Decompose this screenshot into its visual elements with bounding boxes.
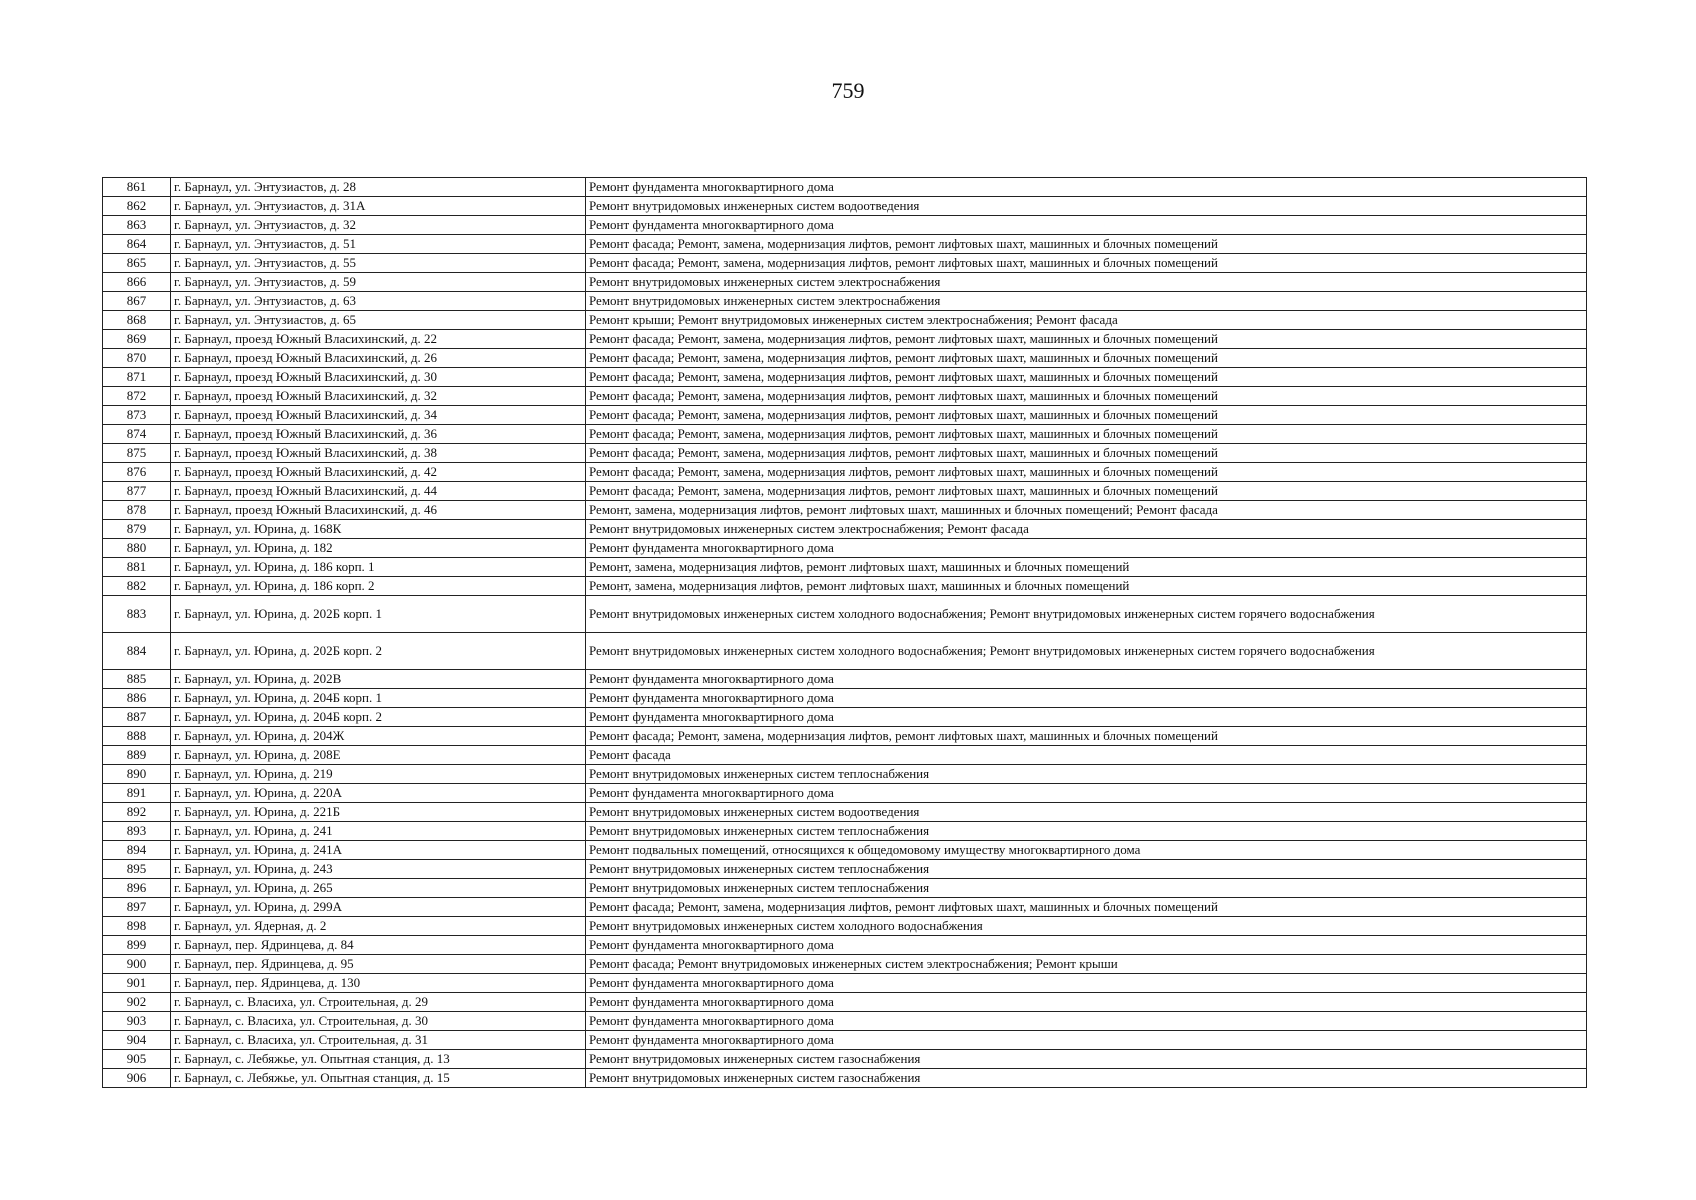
table-row (103, 993, 1587, 1012)
table-row (103, 879, 1587, 898)
address-cell: г. Барнаул, пер. Ядринцева, д. 130 (171, 974, 586, 993)
work-type-cell: Ремонт фундамента многоквартирного дома (586, 178, 1587, 197)
table-row (103, 406, 1587, 425)
row-number-cell: 879 (103, 520, 171, 539)
work-type-cell: Ремонт внутридомовых инженерных систем газоснабжения (586, 1050, 1587, 1069)
table-row (103, 330, 1587, 349)
work-type-cell: Ремонт внутридомовых инженерных систем теплоснабжения (586, 765, 1587, 784)
row-number-cell: 894 (103, 841, 171, 860)
table-row (103, 216, 1587, 235)
address-cell: г. Барнаул, ул. Ядерная, д. 2 (171, 917, 586, 936)
table-row (103, 197, 1587, 216)
row-number-cell: 891 (103, 784, 171, 803)
address-cell: г. Барнаул, ул. Юрина, д. 243 (171, 860, 586, 879)
row-number-cell: 902 (103, 993, 171, 1012)
table-row (103, 425, 1587, 444)
row-number-cell: 893 (103, 822, 171, 841)
work-type-cell: Ремонт внутридомовых инженерных систем теплоснабжения (586, 879, 1587, 898)
row-number-cell: 876 (103, 463, 171, 482)
address-cell: г. Барнаул, ул. Юрина, д. 202Б корп. 1 (171, 596, 586, 633)
row-number-cell: 887 (103, 708, 171, 727)
address-cell: г. Барнаул, ул. Энтузиастов, д. 51 (171, 235, 586, 254)
address-cell: г. Барнаул, ул. Юрина, д. 299А (171, 898, 586, 917)
table-row (103, 633, 1587, 670)
row-number-cell: 900 (103, 955, 171, 974)
work-type-cell: Ремонт внутридомовых инженерных систем холодного водоснабжения; Ремонт внутридомовых инженерных систем горячего водоснабжения (586, 596, 1587, 633)
address-cell: г. Барнаул, проезд Южный Власихинский, д. 38 (171, 444, 586, 463)
row-number-cell: 898 (103, 917, 171, 936)
work-type-cell: Ремонт фундамента многоквартирного дома (586, 993, 1587, 1012)
table-row (103, 577, 1587, 596)
address-cell: г. Барнаул, ул. Юрина, д. 208Е (171, 746, 586, 765)
address-cell: г. Барнаул, ул. Энтузиастов, д. 28 (171, 178, 586, 197)
table-row (103, 1069, 1587, 1088)
address-cell: г. Барнаул, с. Власиха, ул. Строительная, д. 31 (171, 1031, 586, 1050)
table-row (103, 955, 1587, 974)
address-cell: г. Барнаул, проезд Южный Власихинский, д. 42 (171, 463, 586, 482)
work-type-cell: Ремонт фасада; Ремонт, замена, модернизация лифтов, ремонт лифтовых шахт, машинных и блочных помещений (586, 406, 1587, 425)
work-type-cell: Ремонт внутридомовых инженерных систем газоснабжения (586, 1069, 1587, 1088)
address-cell: г. Барнаул, ул. Юрина, д. 204Б корп. 1 (171, 689, 586, 708)
row-number-cell: 866 (103, 273, 171, 292)
work-type-cell: Ремонт фундамента многоквартирного дома (586, 974, 1587, 993)
work-type-cell: Ремонт внутридомовых инженерных систем электроснабжения (586, 292, 1587, 311)
table-row (103, 520, 1587, 539)
work-type-cell: Ремонт фундамента многоквартирного дома (586, 936, 1587, 955)
work-type-cell: Ремонт фундамента многоквартирного дома (586, 708, 1587, 727)
address-cell: г. Барнаул, с. Власиха, ул. Строительная, д. 30 (171, 1012, 586, 1031)
table-row (103, 273, 1587, 292)
work-type-cell: Ремонт фасада; Ремонт, замена, модернизация лифтов, ремонт лифтовых шахт, машинных и блочных помещений (586, 330, 1587, 349)
row-number-cell: 906 (103, 1069, 171, 1088)
work-type-cell: Ремонт внутридомовых инженерных систем теплоснабжения (586, 822, 1587, 841)
table-row (103, 387, 1587, 406)
address-cell: г. Барнаул, с. Лебяжье, ул. Опытная станция, д. 15 (171, 1069, 586, 1088)
row-number-cell: 872 (103, 387, 171, 406)
row-number-cell: 890 (103, 765, 171, 784)
work-type-cell: Ремонт фасада; Ремонт, замена, модернизация лифтов, ремонт лифтовых шахт, машинных и блочных помещений (586, 898, 1587, 917)
row-number-cell: 884 (103, 633, 171, 670)
address-cell: г. Барнаул, ул. Энтузиастов, д. 65 (171, 311, 586, 330)
address-cell: г. Барнаул, с. Власиха, ул. Строительная, д. 29 (171, 993, 586, 1012)
table-row (103, 1031, 1587, 1050)
row-number-cell: 886 (103, 689, 171, 708)
table-row (103, 1012, 1587, 1031)
housing-repair-table (102, 177, 1587, 1088)
row-number-cell: 882 (103, 577, 171, 596)
address-cell: г. Барнаул, проезд Южный Власихинский, д. 46 (171, 501, 586, 520)
table-row (103, 689, 1587, 708)
work-type-cell: Ремонт, замена, модернизация лифтов, ремонт лифтовых шахт, машинных и блочных помещений (586, 558, 1587, 577)
work-type-cell: Ремонт подвальных помещений, относящихся к общедомовому имуществу многоквартирного дома (586, 841, 1587, 860)
table-row (103, 311, 1587, 330)
work-type-cell: Ремонт внутридомовых инженерных систем холодного водоснабжения; Ремонт внутридомовых инженерных систем горячего водоснабжения (586, 633, 1587, 670)
address-cell: г. Барнаул, проезд Южный Власихинский, д. 22 (171, 330, 586, 349)
address-cell: г. Барнаул, проезд Южный Власихинский, д. 34 (171, 406, 586, 425)
page-number: 759 (831, 78, 865, 103)
row-number-cell: 904 (103, 1031, 171, 1050)
work-type-cell: Ремонт внутридомовых инженерных систем водоотведения (586, 803, 1587, 822)
work-type-cell: Ремонт фасада; Ремонт, замена, модернизация лифтов, ремонт лифтовых шахт, машинных и блочных помещений (586, 425, 1587, 444)
table-row (103, 178, 1587, 197)
table-row (103, 292, 1587, 311)
row-number-cell: 880 (103, 539, 171, 558)
address-cell: г. Барнаул, ул. Энтузиастов, д. 31А (171, 197, 586, 216)
work-type-cell: Ремонт фасада; Ремонт, замена, модернизация лифтов, ремонт лифтовых шахт, машинных и блочных помещений (586, 387, 1587, 406)
table-row (103, 708, 1587, 727)
table-row (103, 917, 1587, 936)
address-cell: г. Барнаул, ул. Энтузиастов, д. 32 (171, 216, 586, 235)
table-row (103, 1050, 1587, 1069)
row-number-cell: 892 (103, 803, 171, 822)
row-number-cell: 903 (103, 1012, 171, 1031)
address-cell: г. Барнаул, ул. Юрина, д. 221Б (171, 803, 586, 822)
work-type-cell: Ремонт фундамента многоквартирного дома (586, 784, 1587, 803)
table-row (103, 463, 1587, 482)
work-type-cell: Ремонт фундамента многоквартирного дома (586, 1031, 1587, 1050)
work-type-cell: Ремонт крыши; Ремонт внутридомовых инженерных систем электроснабжения; Ремонт фасада (586, 311, 1587, 330)
table-row (103, 841, 1587, 860)
row-number-cell: 874 (103, 425, 171, 444)
work-type-cell: Ремонт, замена, модернизация лифтов, ремонт лифтовых шахт, машинных и блочных помещений (586, 577, 1587, 596)
row-number-cell: 905 (103, 1050, 171, 1069)
table-row (103, 596, 1587, 633)
work-type-cell: Ремонт фасада; Ремонт, замена, модернизация лифтов, ремонт лифтовых шахт, машинных и блочных помещений (586, 368, 1587, 387)
row-number-cell: 869 (103, 330, 171, 349)
row-number-cell: 889 (103, 746, 171, 765)
table-row (103, 254, 1587, 273)
address-cell: г. Барнаул, ул. Юрина, д. 204Ж (171, 727, 586, 746)
address-cell: г. Барнаул, с. Лебяжье, ул. Опытная станция, д. 13 (171, 1050, 586, 1069)
address-cell: г. Барнаул, ул. Юрина, д. 241А (171, 841, 586, 860)
row-number-cell: 897 (103, 898, 171, 917)
address-cell: г. Барнаул, ул. Юрина, д. 186 корп. 1 (171, 558, 586, 577)
table-row (103, 822, 1587, 841)
table-row (103, 501, 1587, 520)
address-cell: г. Барнаул, ул. Юрина, д. 186 корп. 2 (171, 577, 586, 596)
address-cell: г. Барнаул, ул. Юрина, д. 202Б корп. 2 (171, 633, 586, 670)
work-type-cell: Ремонт фасада; Ремонт, замена, модернизация лифтов, ремонт лифтовых шахт, машинных и блочных помещений (586, 349, 1587, 368)
work-type-cell: Ремонт фундамента многоквартирного дома (586, 689, 1587, 708)
table-row (103, 860, 1587, 879)
row-number-cell: 861 (103, 178, 171, 197)
address-cell: г. Барнаул, ул. Энтузиастов, д. 59 (171, 273, 586, 292)
address-cell: г. Барнаул, ул. Юрина, д. 220А (171, 784, 586, 803)
work-type-cell: Ремонт внутридомовых инженерных систем электроснабжения (586, 273, 1587, 292)
row-number-cell: 878 (103, 501, 171, 520)
table-row (103, 558, 1587, 577)
address-cell: г. Барнаул, ул. Юрина, д. 219 (171, 765, 586, 784)
table-row (103, 727, 1587, 746)
work-type-cell: Ремонт внутридомовых инженерных систем теплоснабжения (586, 860, 1587, 879)
work-type-cell: Ремонт фасада; Ремонт, замена, модернизация лифтов, ремонт лифтовых шахт, машинных и блочных помещений (586, 463, 1587, 482)
row-number-cell: 865 (103, 254, 171, 273)
row-number-cell: 873 (103, 406, 171, 425)
address-cell: г. Барнаул, проезд Южный Власихинский, д. 44 (171, 482, 586, 501)
row-number-cell: 877 (103, 482, 171, 501)
row-number-cell: 881 (103, 558, 171, 577)
table-row (103, 803, 1587, 822)
address-cell: г. Барнаул, проезд Южный Власихинский, д. 32 (171, 387, 586, 406)
work-type-cell: Ремонт фасада; Ремонт внутридомовых инженерных систем электроснабжения; Ремонт крыши (586, 955, 1587, 974)
row-number-cell: 885 (103, 670, 171, 689)
address-cell: г. Барнаул, ул. Юрина, д. 265 (171, 879, 586, 898)
work-type-cell: Ремонт фасада; Ремонт, замена, модернизация лифтов, ремонт лифтовых шахт, машинных и блочных помещений (586, 727, 1587, 746)
work-type-cell: Ремонт, замена, модернизация лифтов, ремонт лифтовых шахт, машинных и блочных помещений; Ремонт фасада (586, 501, 1587, 520)
table-row (103, 482, 1587, 501)
row-number-cell: 864 (103, 235, 171, 254)
table-row (103, 368, 1587, 387)
table-row (103, 765, 1587, 784)
table-row (103, 539, 1587, 558)
row-number-cell: 901 (103, 974, 171, 993)
table-row (103, 235, 1587, 254)
work-type-cell: Ремонт фундамента многоквартирного дома (586, 216, 1587, 235)
table-row (103, 746, 1587, 765)
work-type-cell: Ремонт внутридомовых инженерных систем холодного водоснабжения (586, 917, 1587, 936)
work-type-cell: Ремонт фундамента многоквартирного дома (586, 1012, 1587, 1031)
work-type-cell: Ремонт фасада; Ремонт, замена, модернизация лифтов, ремонт лифтовых шахт, машинных и блочных помещений (586, 254, 1587, 273)
work-type-cell: Ремонт фундамента многоквартирного дома (586, 670, 1587, 689)
table-row (103, 974, 1587, 993)
work-type-cell: Ремонт фасада; Ремонт, замена, модернизация лифтов, ремонт лифтовых шахт, машинных и блочных помещений (586, 444, 1587, 463)
row-number-cell: 867 (103, 292, 171, 311)
row-number-cell: 875 (103, 444, 171, 463)
row-number-cell: 863 (103, 216, 171, 235)
row-number-cell: 896 (103, 879, 171, 898)
work-type-cell: Ремонт фасада (586, 746, 1587, 765)
address-cell: г. Барнаул, ул. Юрина, д. 202В (171, 670, 586, 689)
address-cell: г. Барнаул, ул. Энтузиастов, д. 55 (171, 254, 586, 273)
address-cell: г. Барнаул, ул. Юрина, д. 168К (171, 520, 586, 539)
address-cell: г. Барнаул, проезд Южный Власихинский, д. 30 (171, 368, 586, 387)
table-row (103, 444, 1587, 463)
row-number-cell: 868 (103, 311, 171, 330)
work-type-cell: Ремонт фасада; Ремонт, замена, модернизация лифтов, ремонт лифтовых шахт, машинных и блочных помещений (586, 235, 1587, 254)
work-type-cell: Ремонт фундамента многоквартирного дома (586, 539, 1587, 558)
table-row (103, 349, 1587, 368)
table-body (103, 178, 1587, 1088)
table-row (103, 936, 1587, 955)
row-number-cell: 895 (103, 860, 171, 879)
work-type-cell: Ремонт внутридомовых инженерных систем электроснабжения; Ремонт фасада (586, 520, 1587, 539)
row-number-cell: 862 (103, 197, 171, 216)
address-cell: г. Барнаул, проезд Южный Власихинский, д. 26 (171, 349, 586, 368)
row-number-cell: 888 (103, 727, 171, 746)
row-number-cell: 899 (103, 936, 171, 955)
address-cell: г. Барнаул, ул. Юрина, д. 204Б корп. 2 (171, 708, 586, 727)
row-number-cell: 870 (103, 349, 171, 368)
row-number-cell: 871 (103, 368, 171, 387)
address-cell: г. Барнаул, ул. Юрина, д. 241 (171, 822, 586, 841)
address-cell: г. Барнаул, ул. Юрина, д. 182 (171, 539, 586, 558)
address-cell: г. Барнаул, пер. Ядринцева, д. 84 (171, 936, 586, 955)
address-cell: г. Барнаул, проезд Южный Власихинский, д. 36 (171, 425, 586, 444)
table-row (103, 784, 1587, 803)
address-cell: г. Барнаул, ул. Энтузиастов, д. 63 (171, 292, 586, 311)
row-number-cell: 883 (103, 596, 171, 633)
table-row (103, 898, 1587, 917)
work-type-cell: Ремонт фасада; Ремонт, замена, модернизация лифтов, ремонт лифтовых шахт, машинных и блочных помещений (586, 482, 1587, 501)
work-type-cell: Ремонт внутридомовых инженерных систем водоотведения (586, 197, 1587, 216)
table-row (103, 670, 1587, 689)
address-cell: г. Барнаул, пер. Ядринцева, д. 95 (171, 955, 586, 974)
